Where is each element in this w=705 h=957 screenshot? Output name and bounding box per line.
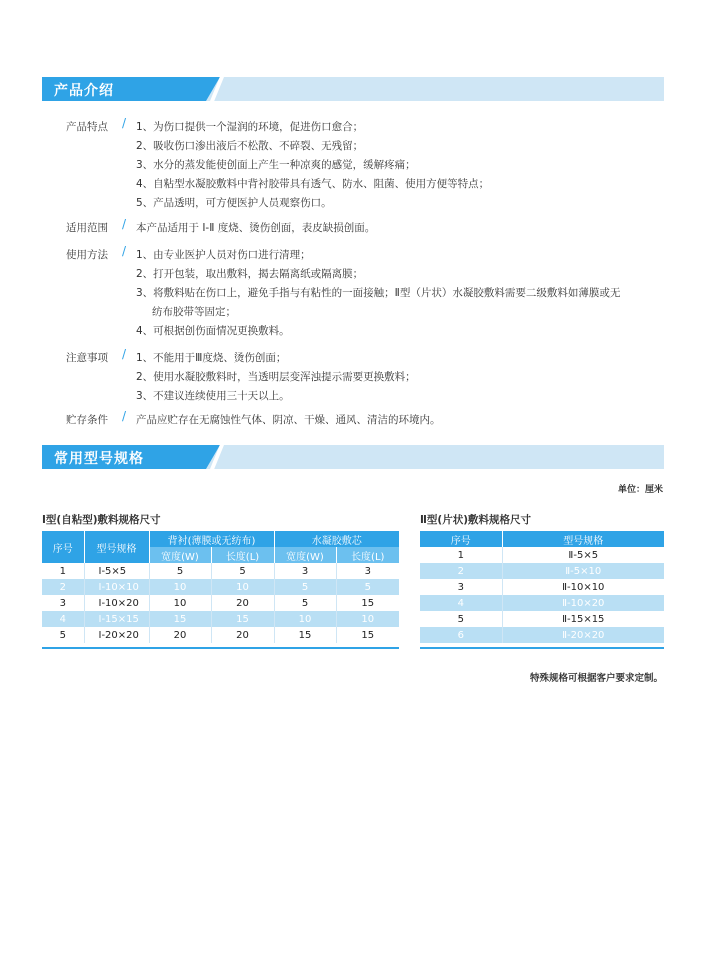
cell-no: 1: [457, 549, 464, 561]
table2-header-no: 序号: [420, 531, 502, 547]
header-bar-light: [192, 445, 664, 469]
usage-label: 使用方法: [66, 249, 108, 261]
table1-header-core-length: 长度(L): [336, 547, 399, 563]
table1-header-backing-length: 长度(L): [211, 547, 274, 563]
usage-line: 1、由专业医护人员对伤口进行清理；: [136, 249, 311, 261]
cell-backing-length: 5: [211, 563, 274, 579]
usage-line: 纺布胶带等固定；: [152, 306, 236, 318]
table-row: [42, 595, 399, 611]
scope-line: 本产品适用于 Ⅰ-Ⅱ 度烧、烫伤创面，表皮缺损创面。: [136, 222, 376, 234]
cell-backing-width: 10: [149, 595, 211, 611]
cell-model: Ⅱ-15×15: [502, 611, 664, 627]
cell-backing-width: 5: [149, 563, 211, 579]
table-row: [42, 579, 399, 595]
cell-no: 5: [59, 629, 66, 641]
cell-backing-length: 20: [211, 595, 274, 611]
table-row: [420, 563, 664, 579]
features-line: 5、产品透明，可方便医护人员观察伤口。: [136, 197, 332, 209]
storage-line: 产品应贮存在无腐蚀性气体、阴凉、干燥、通风、清洁的环境内。: [136, 414, 441, 426]
cell-backing-length: 20: [211, 627, 274, 643]
table2-title: Ⅱ型(片状)敷料规格尺寸: [420, 514, 532, 526]
features-line: 2、吸收伤口渗出液后不松散、不碎裂、无残留；: [136, 140, 364, 152]
cell-model: Ⅰ-10×10: [84, 579, 149, 595]
cell-no: 5: [457, 613, 464, 625]
cell-model: Ⅱ-20×20: [502, 627, 664, 643]
cell-model: Ⅱ-5×10: [502, 563, 664, 579]
spec-section-header: [42, 445, 664, 469]
slash-icon: /: [122, 347, 127, 361]
table-row: [42, 627, 399, 643]
cell-core-width: 10: [274, 611, 336, 627]
cell-model: Ⅱ-5×5: [502, 547, 664, 563]
cell-core-width: 5: [274, 579, 336, 595]
cell-model: Ⅰ-20×20: [84, 627, 149, 643]
slash-icon: /: [122, 244, 127, 258]
cell-no: 1: [59, 565, 66, 577]
cell-core-length: 15: [336, 595, 399, 611]
cell-no: 4: [420, 595, 502, 611]
cell-no: 3: [59, 597, 66, 609]
header-bar-light: [192, 77, 664, 101]
cell-core-width: 15: [274, 627, 336, 643]
cell-core-length: 10: [336, 611, 399, 627]
notes-line: 3、不建议连续使用三十天以上。: [136, 390, 290, 402]
cell-model: Ⅰ-10×20: [84, 595, 149, 611]
cell-core-length: 3: [336, 563, 399, 579]
cell-no: 3: [457, 581, 464, 593]
notes-line: 2、使用水凝胶敷料时，当透明层变浑浊提示需要更换敷料；: [136, 371, 416, 383]
table1-title: Ⅰ型(自粘型)敷料规格尺寸: [42, 514, 161, 526]
notes-line: 1、不能用于Ⅲ度烧、烫伤创面；: [136, 352, 287, 364]
usage-line: 4、可根据创伤面情况更换敷料。: [136, 325, 290, 337]
cell-model: Ⅰ-15×15: [84, 611, 149, 627]
slash-icon: /: [122, 409, 127, 423]
cell-core-length: 5: [336, 579, 399, 595]
cell-backing-width: 15: [149, 611, 211, 627]
table-row: [420, 579, 664, 595]
intro-section-header: [42, 77, 664, 101]
slash-icon: /: [122, 116, 127, 130]
cell-model: Ⅱ-10×20: [502, 595, 664, 611]
table1-header-model: 型号规格: [84, 531, 149, 563]
unit-label: 单位：厘米: [617, 485, 663, 495]
features-label: 产品特点: [66, 121, 108, 133]
table1-header-backing: 背衬(薄膜或无纺布): [149, 531, 274, 547]
table1-header-backing-width: 宽度(W): [149, 547, 211, 563]
spec-section-title: 常用型号规格: [54, 451, 144, 467]
cell-model: Ⅰ-5×5: [84, 563, 149, 579]
table-row: [420, 595, 664, 611]
custom-spec-note: 特殊规格可根据客户要求定制。: [529, 673, 663, 684]
cell-backing-width: 20: [149, 627, 211, 643]
storage-label: 贮存条件: [66, 414, 108, 426]
features-line: 1、为伤口提供一个湿润的环境，促进伤口愈合；: [136, 121, 364, 133]
cell-backing-width: 10: [149, 579, 211, 595]
table1-header-core-width: 宽度(W): [274, 547, 336, 563]
notes-label: 注意事项: [66, 352, 108, 364]
cell-no: 6: [420, 627, 502, 643]
table1: [42, 531, 399, 643]
table-row: [42, 611, 399, 627]
table1-header-core: 水凝胶敷芯: [274, 531, 399, 547]
cell-no: 2: [420, 563, 502, 579]
table1-bottom-rule: [42, 647, 399, 649]
cell-model: Ⅱ-10×10: [502, 579, 664, 595]
table-row: [42, 563, 399, 579]
table2-bottom-rule: [420, 647, 664, 649]
usage-line: 3、将敷料贴在伤口上，避免手指与有粘性的一面接触；Ⅱ型（片状）水凝胶敷料需要二级敷料如薄膜或无: [136, 287, 621, 299]
cell-core-width: 5: [274, 595, 336, 611]
cell-backing-length: 10: [211, 579, 274, 595]
usage-line: 2、打开包装，取出敷料，揭去隔离纸或隔离膜；: [136, 268, 364, 280]
scope-label: 适用范围: [66, 222, 108, 234]
table-row: [420, 611, 664, 627]
table2-header-model: 型号规格: [502, 531, 664, 547]
cell-core-width: 3: [274, 563, 336, 579]
cell-core-length: 15: [336, 627, 399, 643]
cell-no: 4: [42, 611, 84, 627]
features-line: 3、水分的蒸发能使创面上产生一种凉爽的感觉，缓解疼痛；: [136, 159, 416, 171]
cell-backing-length: 15: [211, 611, 274, 627]
table-row: [420, 627, 664, 643]
intro-section-title: 产品介绍: [54, 83, 114, 99]
table1-header-no: 序号: [42, 531, 84, 563]
slash-icon: /: [122, 217, 127, 231]
table-row: [420, 547, 664, 563]
table2: [420, 531, 664, 643]
features-line: 4、自粘型水凝胶敷料中背衬胶带具有透气、防水、阻菌、使用方便等特点；: [136, 178, 490, 190]
cell-no: 2: [42, 579, 84, 595]
